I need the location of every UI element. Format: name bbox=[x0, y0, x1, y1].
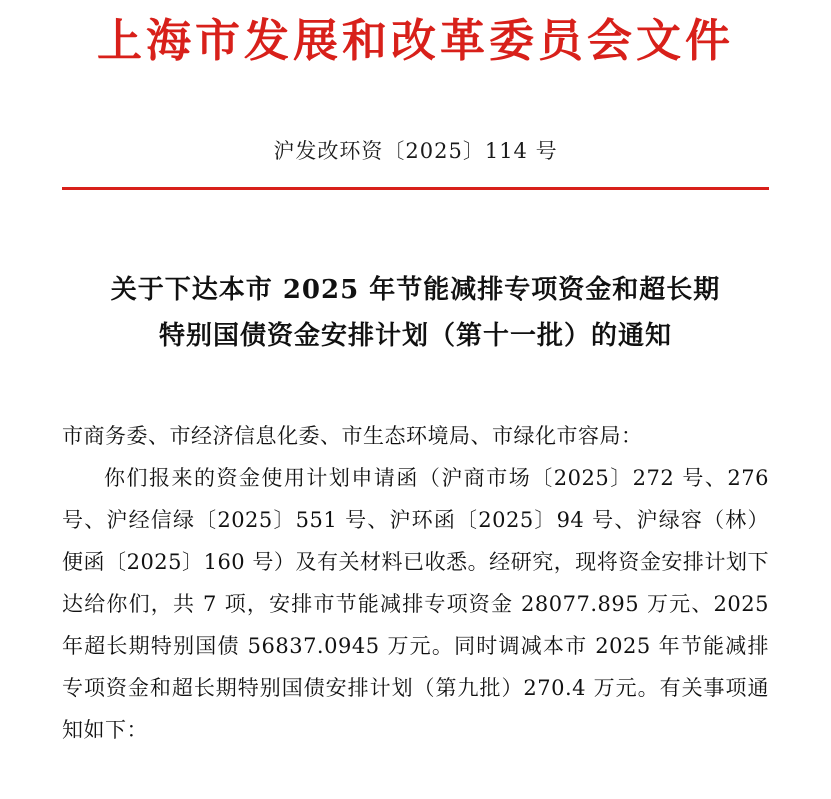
recipients-line: 市商务委、市经济信息化委、市生态环境局、市绿化市容局： bbox=[62, 424, 643, 448]
document-title-line-1: 关于下达本市 2025 年节能减排专项资金和超长期 bbox=[110, 275, 721, 305]
document-title bbox=[62, 268, 769, 359]
document-number: 沪发改环资〔2025〕114 号 bbox=[273, 139, 558, 163]
document-title-line-2: 特别国债资金安排计划（第十一批）的通知 bbox=[158, 320, 672, 351]
red-divider-rule bbox=[62, 187, 769, 190]
body-paragraph-1: 你们报来的资金使用计划申请函（沪商市场〔2025〕272 号、276 号、沪经信绿〔2025〕551 号、沪环函〔2025〕94 号、沪绿容（林）便函〔2025〕160 号）及有关材料已收悉。经研究，现将资金安排计划下达给你们，共 7 项，安排市节能减排专项资金 28077.895 万元、2025 年超长期特别国债 56837.0945 万元。同时调减本市 2025 年节能减排专项资金和超长期特别国债安排计划（第九批）270.4 万元。有关事项通知如下： bbox=[62, 466, 769, 742]
page-bottom-spacer bbox=[62, 751, 769, 791]
document-masthead: 上海市发展和改革委员会文件 bbox=[96, 14, 734, 67]
document-body bbox=[62, 415, 769, 751]
